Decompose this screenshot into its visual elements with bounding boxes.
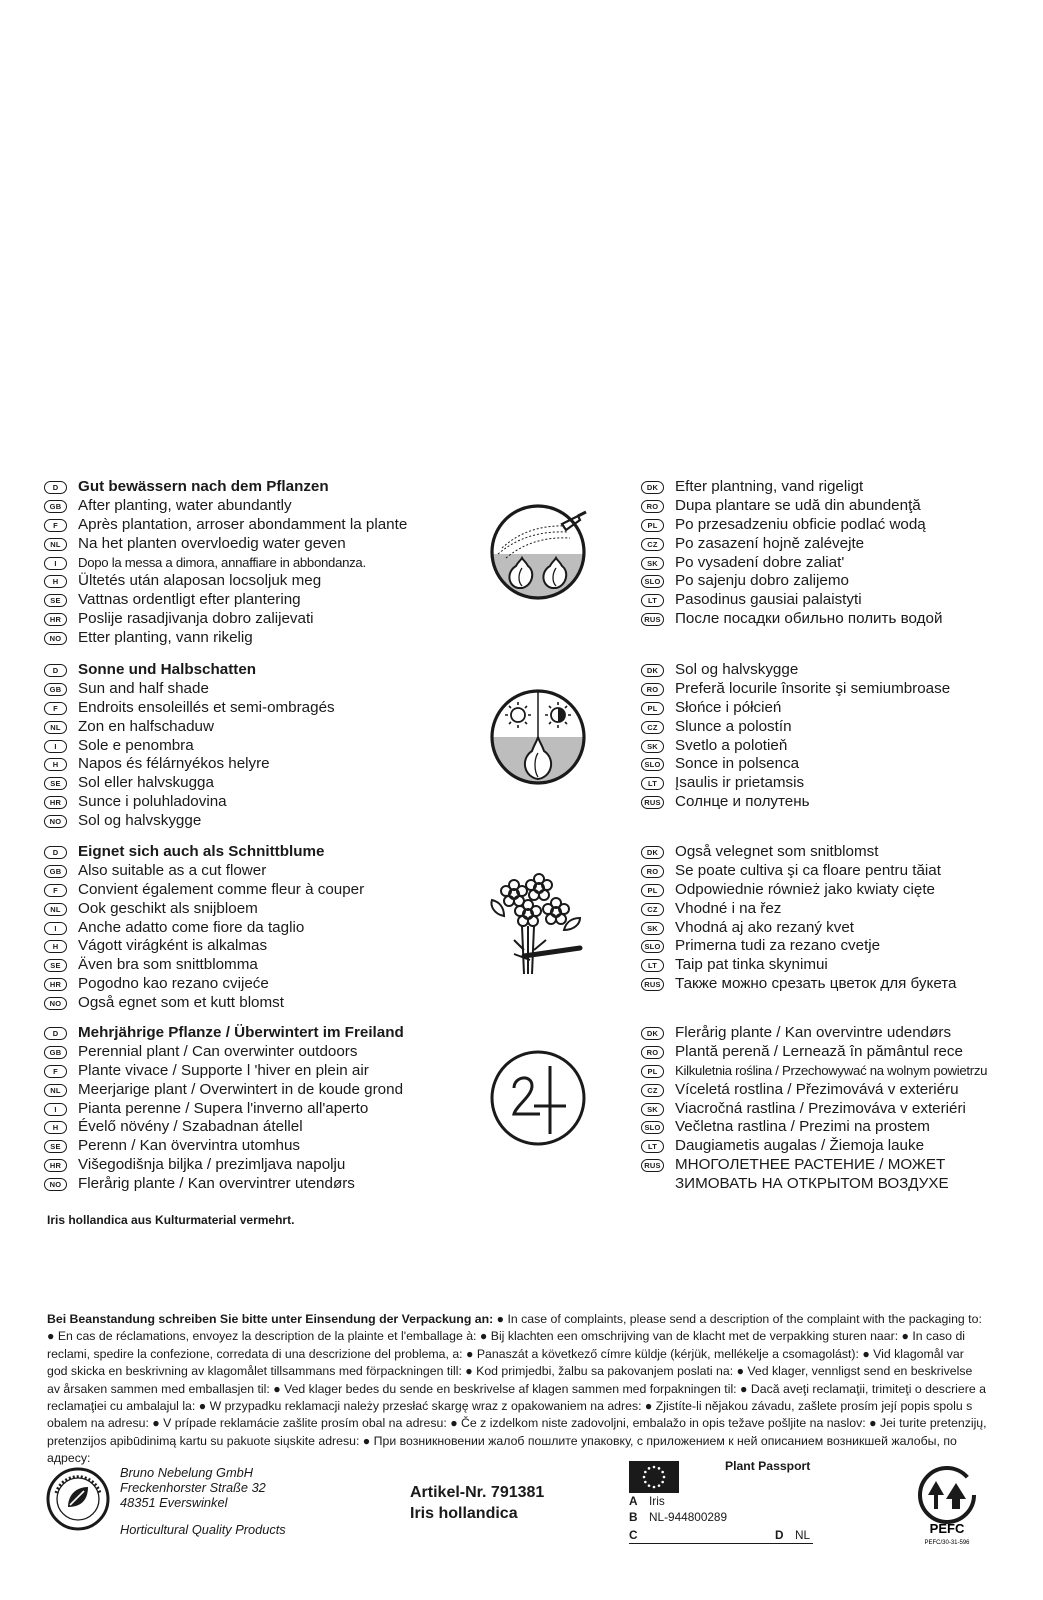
instruction-text: Meerjarige plant / Overwintert in de koude grond: [78, 1080, 404, 1098]
perennial-symbol-icon: [488, 1048, 588, 1148]
language-line: [641, 975, 957, 994]
country-code-badge: NO: [44, 997, 67, 1010]
instruction-text: Se poate cultiva şi ca floare pentru tăiat: [675, 861, 941, 879]
language-line: [44, 937, 364, 956]
instruction-text: Perenn / Kan övervintra utomhus: [78, 1137, 301, 1155]
instruction-text: Plantă perenă / Lernează în pământul rece: [675, 1042, 963, 1060]
company-street: Freckenhorster Straße 32: [120, 1479, 266, 1495]
country-code-badge: SE: [44, 777, 67, 790]
instruction-text: Endroits ensoleillés et semi-ombragés: [78, 698, 335, 716]
instruction-text: Også egnet som et kutt blomst: [78, 994, 284, 1012]
instruction-text: Večletna rastlina / Prezimi na prostem: [675, 1118, 930, 1136]
instruction-text: After planting, water abundantly: [78, 496, 292, 514]
instruction-text: Sonce in polsenca: [675, 755, 800, 773]
country-code-badge: CZ: [641, 1084, 664, 1097]
instruction-text: Po zasazení hojně zalévejte: [675, 534, 865, 552]
instruction-text: Also suitable as a cut flower: [78, 861, 267, 879]
language-line: [641, 516, 942, 535]
passport-value-b: NL-944800289: [649, 1510, 728, 1524]
passport-divider: [629, 1543, 813, 1544]
propagation-note: Iris hollandica aus Kulturmaterial vermehrt.: [47, 1213, 295, 1227]
complaints-body: ● In case of complaints, please send a description of the complaint with the packaging to: ● En cas de réclamations, envoyez la description de la plainte et l'emballage à: ● Bij klachten een omschrijving van de klacht met de verpakking sturen naar: ● In caso di reclami, spedire la confezione, corredata di una descrizione del problema, a: ● Panaszát a következő címre küldje (kérjük, mellékelje a csomagolást): ● Vid klagomål var god skicka en beskrivning av klagomålet tillsammans med förpackningen till: ● Kod primjedbi, žalbu sa pakovanjem poslati na: ● Ved klager, vennligst send en beskrivelse av årsaken sammen med emballasjen til: ● Ved klager bedes du sende en beskrivelse af klagen sammen med forpakningen til: ● Dacă aveţi reclamaţii, trimiteţi o descriere a reclamaţiei cu ambalajul la: ● W przypadku reklamacji należy przesłać skargę wraz z opakowaniem na adres: ● Zjistíte-li nějakou závadu, zašlete prosím její popis spolu s obalem na adresu: ● V prípade reklamácie zašlite prosím obal na adresu: ● Če z izdelkom niste zadovoljni, embalažo in opis težave pošljite na naslov: ● Jei turite pretenzijų, pretenzijos apibūdinimą kartu su pakuote siųskite adresu: ● При возникновении жалоб пошлите упаковку, с приложением к ней описанием возникшей жалобы, по адресу:: [47, 1312, 987, 1466]
language-line: [641, 956, 957, 975]
country-code-badge: F: [44, 702, 67, 715]
language-line: [44, 1081, 404, 1100]
country-code-badge: GB: [44, 865, 67, 878]
article-number: Artikel-Nr. 791381: [410, 1484, 545, 1501]
language-line: [44, 1024, 404, 1043]
language-line: [44, 1156, 404, 1175]
language-line: [641, 937, 957, 956]
instruction-text: Primerna tudi za rezano cvetje: [675, 937, 881, 955]
passport-row-b: [629, 1510, 813, 1524]
left-language-column: [44, 661, 335, 831]
language-line: [44, 843, 364, 862]
instruction-text: Odpowiednie również jako kwiaty cięte: [675, 880, 936, 898]
country-code-badge: DK: [641, 846, 664, 859]
language-line: [44, 718, 335, 737]
country-code-badge: CZ: [641, 903, 664, 916]
language-line: [44, 1175, 404, 1194]
language-line: [641, 1043, 987, 1062]
language-line: [44, 680, 335, 699]
language-line: [44, 919, 364, 938]
language-line: [641, 900, 957, 919]
language-line: [44, 900, 364, 919]
country-code-badge: RUS: [641, 796, 664, 809]
country-code-badge: GB: [44, 500, 67, 513]
language-line: [641, 793, 950, 812]
instruction-text: Sol og halvskygge: [78, 812, 202, 830]
language-line: [641, 737, 950, 756]
country-code-badge: LT: [641, 594, 664, 607]
language-line: [641, 478, 942, 497]
language-line: [44, 975, 364, 994]
pefc-label: PEFC: [929, 1521, 965, 1536]
instruction-text: Na het planten overvloedig water geven: [78, 534, 346, 552]
country-code-badge: HR: [44, 796, 67, 809]
instruction-text: Taip pat tinka skynimui: [675, 956, 828, 974]
country-code-badge: RUS: [641, 613, 664, 626]
country-code-badge: NL: [44, 903, 67, 916]
language-line: [44, 629, 407, 648]
instruction-text: Pogodno kao rezano cvijeće: [78, 975, 269, 993]
instruction-text: Солнце и полутень: [675, 793, 810, 811]
country-code-badge: SK: [641, 740, 664, 753]
instruction-text: Preferă locurile însorite şi semiumbroase: [675, 679, 951, 697]
language-line: [44, 755, 335, 774]
country-code-badge: D: [44, 846, 67, 859]
language-line: [44, 516, 407, 535]
footer: [0, 1459, 1043, 1600]
instruction-text: Kilkuletnia roślina / Przechowywać na wolnym powietrzu: [675, 1062, 988, 1078]
instruction-text: Mehrjährige Pflanze / Überwintert im Freiland: [78, 1024, 404, 1041]
left-language-column: [44, 1024, 404, 1194]
country-code-badge: H: [44, 758, 67, 771]
article-info: [410, 1482, 544, 1524]
country-code-badge: SLO: [641, 1121, 664, 1134]
country-code-badge: RO: [641, 500, 664, 513]
complaints-text: [47, 1311, 987, 1468]
language-line: [641, 755, 950, 774]
instruction-text: Flerårig plante / Kan overvintre udendørs: [675, 1024, 952, 1041]
instruction-text: Efter plantning, vand rigeligt: [675, 478, 864, 495]
passport-value-a: Iris: [649, 1494, 665, 1508]
language-line: [44, 572, 407, 591]
language-line: [44, 610, 407, 629]
instruction-text: Vhodná aj ako rezaný kvet: [675, 918, 854, 936]
language-line: [641, 1024, 987, 1043]
left-language-column: [44, 478, 407, 648]
instruction-text: Słońce i półcień: [675, 698, 782, 716]
language-line: [641, 554, 942, 573]
country-code-badge: I: [44, 557, 67, 570]
country-code-badge: HR: [44, 1159, 67, 1172]
instruction-text: Også velegnet som snitblomst: [675, 843, 879, 860]
country-code-badge: GB: [44, 1046, 67, 1059]
pefc-code: PEFC/30-31-596: [924, 1540, 970, 1546]
language-line: [641, 862, 957, 881]
eu-flag-icon: [629, 1461, 679, 1493]
language-line: [44, 699, 335, 718]
instruction-text: Sol og halvskygge: [675, 661, 799, 678]
country-code-badge: NO: [44, 632, 67, 645]
language-line: [44, 774, 335, 793]
language-line: [641, 661, 950, 680]
country-code-badge: CZ: [641, 538, 664, 551]
country-code-badge: F: [44, 1065, 67, 1078]
country-code-badge: NL: [44, 538, 67, 551]
instruction-text: ЗИМОВАТЬ НА ОТКРЫТОМ ВОЗДУХЕ: [675, 1175, 949, 1193]
company-tagline: Horticultural Quality Products: [120, 1522, 286, 1538]
country-code-badge: D: [44, 664, 67, 677]
country-code-badge: RO: [641, 1046, 664, 1059]
passport-row-c: [629, 1528, 813, 1542]
language-line: [44, 737, 335, 756]
instruction-text: Sonne und Halbschatten: [78, 661, 257, 678]
language-line: [44, 554, 407, 573]
instruction-text: Zon en halfschaduw: [78, 717, 214, 735]
language-line: [44, 1137, 404, 1156]
country-code-badge: HR: [44, 978, 67, 991]
plant-passport-title: Plant Passport: [725, 1459, 811, 1473]
instruction-text: Slunce a polostín: [675, 717, 792, 735]
company-city: 48351 Everswinkel: [120, 1494, 228, 1510]
country-code-badge: LT: [641, 959, 664, 972]
language-line: [641, 610, 942, 629]
language-line: [641, 1062, 987, 1081]
right-language-column: [641, 661, 950, 812]
sustainable-supplier-logo: [46, 1467, 110, 1536]
instruction-text: Anche adatto come fiore da taglio: [78, 918, 305, 936]
country-code-badge: F: [44, 884, 67, 897]
instruction-text: Įsaulis ir prietamsis: [675, 774, 805, 792]
country-code-badge: SE: [44, 959, 67, 972]
language-line: [641, 1156, 987, 1175]
instruction-text: Eignet sich auch als Schnittblume: [78, 843, 325, 860]
instruction-text: Sole e penombra: [78, 736, 194, 754]
country-code-badge: PL: [641, 702, 664, 715]
country-code-badge: H: [44, 940, 67, 953]
instruction-text: Flerårig plante / Kan overvintrer utendørs: [78, 1175, 355, 1193]
language-line: [44, 1118, 404, 1137]
instruction-text: Napos és félárnyékos helyre: [78, 755, 270, 773]
country-code-badge: PL: [641, 1065, 664, 1078]
country-code-badge: SK: [641, 1103, 664, 1116]
passport-key-a: A: [629, 1494, 638, 1508]
pefc-logo: [914, 1465, 980, 1552]
country-code-badge: DK: [641, 1027, 664, 1040]
passport-key-d: D: [775, 1528, 784, 1542]
instruction-text: После посадки обильно полить водой: [675, 610, 943, 628]
instruction-text: Višegodišnja biljka / prezimljava napolju: [78, 1156, 346, 1174]
country-code-badge: DK: [641, 481, 664, 494]
country-code-badge: LT: [641, 777, 664, 790]
country-code-badge: H: [44, 1121, 67, 1134]
country-code-badge: D: [44, 481, 67, 494]
instruction-text: Plante vivace / Supporte l 'hiver en plein air: [78, 1061, 369, 1079]
country-code-badge: NO: [44, 1178, 67, 1191]
instruction-text: Svetlo a polotieň: [675, 736, 788, 754]
country-code-badge: D: [44, 1027, 67, 1040]
country-code-badge: RUS: [641, 978, 664, 991]
language-line: [641, 699, 950, 718]
instruction-text: Vattnas ordentligt efter plantering: [78, 591, 301, 609]
passport-row-a: [629, 1494, 813, 1508]
language-line: [641, 843, 957, 862]
language-line: [641, 535, 942, 554]
country-code-badge: NO: [44, 815, 67, 828]
country-code-badge: PL: [641, 884, 664, 897]
language-line: [44, 535, 407, 554]
instruction-text: Évelő növény / Szabadnan átellel: [78, 1118, 303, 1136]
country-code-badge: F: [44, 519, 67, 532]
country-code-badge: SLO: [641, 940, 664, 953]
country-code-badge: RO: [641, 865, 664, 878]
language-line: [44, 478, 407, 497]
right-language-column: [641, 1024, 987, 1194]
instruction-text: Sun and half shade: [78, 679, 209, 697]
country-code-badge: SE: [44, 594, 67, 607]
passport-key-c: C: [629, 1528, 638, 1542]
country-code-badge: LT: [641, 1140, 664, 1153]
instruction-text: Sunce i poluhladovina: [78, 793, 227, 811]
instruction-text: Víceletá rostlina / Přezimovává v exteriéru: [675, 1080, 959, 1098]
language-line: [641, 497, 942, 516]
country-code-badge: PL: [641, 519, 664, 532]
language-line: [641, 572, 942, 591]
instruction-text: Etter planting, vann rikelig: [78, 629, 253, 647]
language-line: [44, 1062, 404, 1081]
country-code-badge: SK: [641, 922, 664, 935]
instruction-text: Ültetés után alaposan locsoljuk meg: [78, 572, 322, 590]
language-line: [44, 1043, 404, 1062]
left-language-column: [44, 843, 364, 1013]
country-code-badge: I: [44, 1103, 67, 1116]
company-name: Bruno Nebelung GmbH: [120, 1465, 254, 1480]
instruction-text: Vágott virágként is alkalmas: [78, 937, 268, 955]
language-line: [641, 881, 957, 900]
instruction-text: Poslije rasadjivanja dobro zalijevati: [78, 610, 314, 628]
language-line: [641, 1137, 987, 1156]
country-code-badge: DK: [641, 664, 664, 677]
country-code-badge: SK: [641, 557, 664, 570]
country-code-badge: NL: [44, 721, 67, 734]
article-name: Iris hollandica: [410, 1505, 518, 1522]
language-line: [641, 919, 957, 938]
passport-value-d: NL: [795, 1528, 811, 1542]
complaints-lead: Bei Beanstandung schreiben Sie bitte unter Einsendung der Verpackung an:: [47, 1312, 494, 1326]
instruction-text: Sol eller halvskugga: [78, 774, 214, 792]
instruction-text: Dupa plantare se udă din abundenţă: [675, 496, 921, 514]
language-line: [641, 1081, 987, 1100]
instruction-text: Po sajenju dobro zalijemo: [675, 572, 849, 590]
instruction-text: Pianta perenne / Supera l'inverno all'aperto: [78, 1099, 369, 1117]
instruction-text: Perennial plant / Can overwinter outdoors: [78, 1042, 358, 1060]
language-line: [44, 994, 364, 1013]
country-code-badge: H: [44, 575, 67, 588]
country-code-badge: GB: [44, 683, 67, 696]
country-code-badge: SLO: [641, 575, 664, 588]
instruction-text: Ook geschikt als snijbloem: [78, 899, 258, 917]
company-address: [120, 1466, 286, 1538]
passport-key-b: B: [629, 1510, 638, 1524]
language-line: [641, 1118, 987, 1137]
language-line: [641, 591, 942, 610]
instruction-text: Также можно срезать цветок для букета: [675, 975, 957, 993]
language-line: [44, 956, 364, 975]
country-code-badge: SLO: [641, 758, 664, 771]
instruction-text: Convient également comme fleur à couper: [78, 880, 365, 898]
right-language-column: [641, 478, 942, 629]
instruction-text: Daugiametis augalas / Žiemoja lauke: [675, 1137, 925, 1155]
language-line: [44, 497, 407, 516]
country-code-badge: I: [44, 740, 67, 753]
right-language-column: [641, 843, 957, 994]
watering-can-bulbs-icon: [488, 502, 588, 602]
country-code-badge: SE: [44, 1140, 67, 1153]
sun-half-shade-icon: [488, 687, 588, 787]
instruction-text: Pasodinus gausiai palaistyti: [675, 591, 862, 609]
instruction-text: Dopo la messa a dimora, annaffiare in abbondanza.: [78, 554, 366, 570]
language-line: [641, 718, 950, 737]
country-code-badge: RUS: [641, 1159, 664, 1172]
instruction-text: Även bra som snittblomma: [78, 956, 258, 974]
country-code-badge: RO: [641, 683, 664, 696]
language-line: [44, 591, 407, 610]
language-line: [44, 862, 364, 881]
language-line: [641, 1175, 987, 1194]
instruction-text: Après plantation, arroser abondamment la plante: [78, 515, 408, 533]
instruction-text: Viacročná rastlina / Prezimováva v exteriéri: [675, 1099, 966, 1117]
language-line: [44, 661, 335, 680]
country-code-badge: I: [44, 922, 67, 935]
instruction-text: МНОГОЛЕТНЕЕ РАСТЕНИЕ / МОЖЕТ: [675, 1156, 946, 1174]
language-line: [641, 1100, 987, 1119]
language-line: [44, 1100, 404, 1119]
country-code-badge: HR: [44, 613, 67, 626]
language-line: [44, 793, 335, 812]
language-line: [44, 881, 364, 900]
instruction-text: Vhodné i na řez: [675, 899, 782, 917]
language-line: [44, 812, 335, 831]
instruction-text: Gut bewässern nach dem Pflanzen: [78, 478, 329, 495]
instruction-text: Po przesadzeniu obficie podlać wodą: [675, 515, 926, 533]
country-code-badge: NL: [44, 1084, 67, 1097]
instruction-text: Po vysadení dobre zaliat': [675, 553, 845, 571]
plant-passport: [629, 1459, 813, 1544]
language-line: [641, 774, 950, 793]
cut-flower-bouquet-icon: [484, 856, 584, 986]
country-code-badge: CZ: [641, 721, 664, 734]
language-line: [641, 680, 950, 699]
